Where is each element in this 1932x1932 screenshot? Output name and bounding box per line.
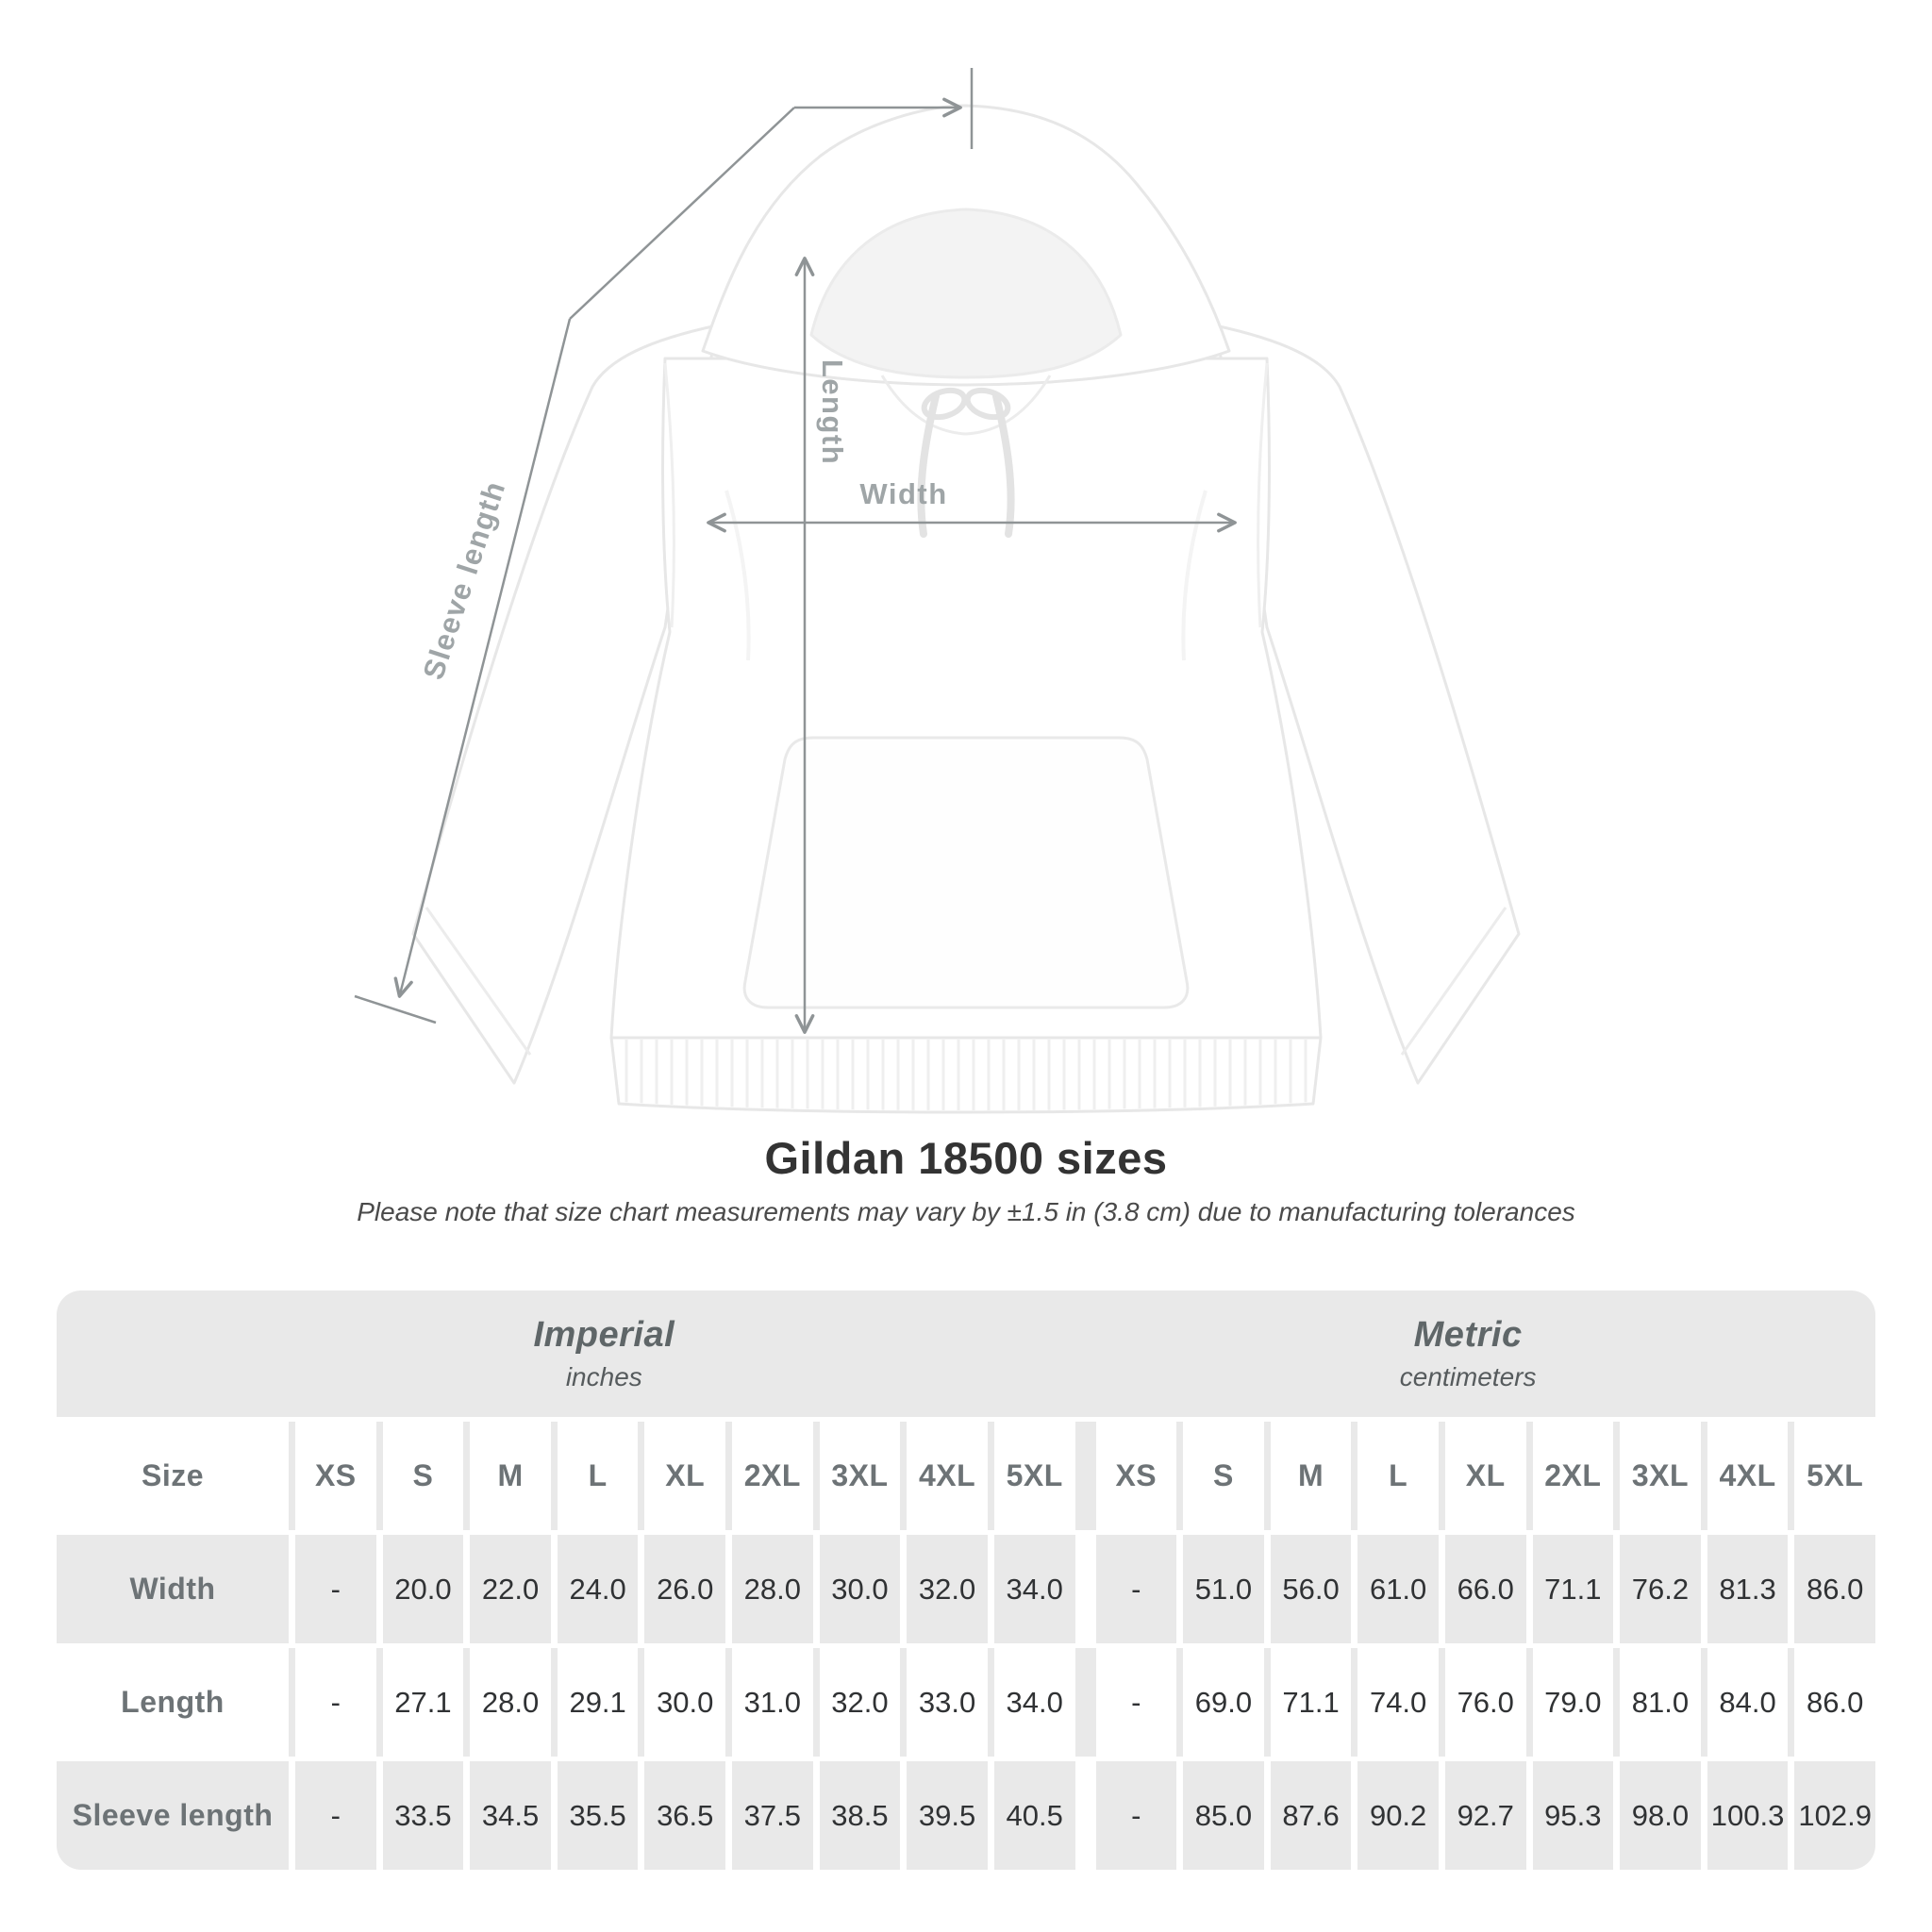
metric-value-cell — [1794, 1535, 1875, 1643]
metric-value-cell — [1445, 1535, 1526, 1643]
sleeve-bottom-tick — [355, 996, 436, 1023]
imperial-value-cell-text: 36.5 — [657, 1798, 714, 1832]
row-label-cell — [57, 1761, 289, 1870]
metric-value-cell-text: 81.0 — [1631, 1685, 1690, 1719]
metric-value-cell-text: 76.2 — [1631, 1572, 1690, 1606]
metric-size-header — [1707, 1422, 1789, 1530]
metric-value-cell-text: 100.3 — [1710, 1798, 1785, 1832]
imperial-size-header — [644, 1422, 725, 1530]
imperial-value-cell-text: - — [330, 1572, 341, 1606]
imperial-value-cell — [383, 1761, 464, 1870]
metric-value-cell — [1096, 1761, 1177, 1870]
imperial-value-cell — [907, 1761, 988, 1870]
imperial-value-cell — [295, 1535, 376, 1643]
page-title: Gildan 18500 sizes — [764, 1133, 1168, 1183]
imperial-value-cell — [732, 1761, 813, 1870]
imperial-value-cell — [295, 1648, 376, 1757]
metric-value-cell-text: 92.7 — [1457, 1798, 1514, 1832]
metric-value-cell-text: 85.0 — [1194, 1798, 1253, 1832]
metric-value-cell — [1794, 1648, 1875, 1757]
metric-value-cell-text: 84.0 — [1719, 1685, 1776, 1719]
hoodie-pocket — [744, 738, 1188, 1008]
metric-value-cell — [1271, 1648, 1352, 1757]
imperial-size-header — [558, 1422, 639, 1530]
length-label: Length — [816, 358, 849, 466]
imperial-size-header-text: L — [588, 1458, 608, 1492]
imperial-value-cell-text: 32.0 — [918, 1572, 976, 1606]
imperial-value-cell-text: 34.0 — [1006, 1685, 1063, 1719]
metric-size-header — [1096, 1422, 1177, 1530]
imperial-value-cell-text: 24.0 — [569, 1572, 626, 1606]
metric-section-header — [1400, 1291, 1537, 1417]
imperial-value-cell-text: 39.5 — [918, 1798, 976, 1832]
metric-value-cell — [1357, 1535, 1439, 1643]
imperial-value-cell — [907, 1535, 988, 1643]
row-label-cell — [57, 1535, 289, 1643]
imperial-value-cell — [558, 1761, 639, 1870]
metric-value-cell — [1445, 1648, 1526, 1757]
row-label-cell-text: Length — [121, 1685, 225, 1719]
table-row — [57, 1761, 1875, 1870]
imperial-value-cell-text: 37.5 — [743, 1798, 802, 1832]
table-row — [57, 1535, 1875, 1643]
imperial-value-cell-text: 34.5 — [481, 1798, 540, 1832]
unit-divider-spacer — [1082, 1422, 1090, 1530]
metric-value-cell-text: 61.0 — [1369, 1572, 1427, 1606]
imperial-value-cell — [644, 1648, 725, 1757]
size-column-header-text: Size — [141, 1458, 205, 1492]
imperial-value-cell — [820, 1648, 901, 1757]
metric-size-header — [1445, 1422, 1526, 1530]
metric-value-cell — [1445, 1761, 1526, 1870]
imperial-size-header — [907, 1422, 988, 1530]
metric-value-cell — [1533, 1648, 1614, 1757]
metric-value-cell — [1357, 1761, 1439, 1870]
imperial-value-cell-text: 40.5 — [1006, 1798, 1063, 1832]
imperial-size-header — [820, 1422, 901, 1530]
imperial-value-cell-text: - — [330, 1798, 341, 1832]
metric-value-cell — [1271, 1761, 1352, 1870]
metric-value-cell-text: - — [1131, 1685, 1141, 1719]
metric-size-header-text: M — [1297, 1458, 1324, 1492]
metric-value-cell — [1096, 1648, 1177, 1757]
sleeve-length-label: Sleeve length — [416, 476, 512, 684]
imperial-size-header-text: S — [412, 1458, 434, 1492]
imperial-value-cell — [295, 1761, 376, 1870]
imperial-value-cell-text: 30.0 — [831, 1572, 889, 1606]
size-chart-table — [57, 1291, 1875, 1870]
metric-value-cell-text: 95.3 — [1544, 1798, 1602, 1832]
metric-size-header-text: XS — [1115, 1458, 1158, 1492]
metric-value-cell — [1533, 1761, 1614, 1870]
metric-size-header — [1271, 1422, 1352, 1530]
imperial-value-cell-text: 34.0 — [1006, 1572, 1063, 1606]
imperial-value-cell-text: 35.5 — [569, 1798, 626, 1832]
metric-value-cell-text: 66.0 — [1457, 1572, 1514, 1606]
metric-unit-label: centimeters — [1399, 1362, 1537, 1391]
metric-value-cell-text: 69.0 — [1194, 1685, 1253, 1719]
metric-value-cell — [1620, 1535, 1701, 1643]
imperial-value-cell-text: 28.0 — [481, 1685, 540, 1719]
unit-header-band — [57, 1291, 1875, 1417]
metric-value-cell-text: 74.0 — [1369, 1685, 1427, 1719]
imperial-size-header — [732, 1422, 813, 1530]
row-label-cell-text: Width — [129, 1572, 216, 1606]
metric-value-cell-text: 98.0 — [1631, 1798, 1690, 1832]
metric-size-header — [1794, 1422, 1875, 1530]
imperial-unit-label: inches — [565, 1362, 642, 1391]
metric-value-cell-text: 86.0 — [1807, 1572, 1864, 1606]
metric-size-header-text: 2XL — [1544, 1458, 1602, 1492]
imperial-value-cell — [470, 1648, 551, 1757]
imperial-value-cell-text: 28.0 — [743, 1572, 802, 1606]
imperial-size-header — [994, 1422, 1075, 1530]
imperial-value-cell — [994, 1761, 1075, 1870]
imperial-value-cell — [732, 1648, 813, 1757]
metric-value-cell — [1707, 1535, 1789, 1643]
imperial-size-header — [295, 1422, 376, 1530]
metric-value-cell-text: 71.1 — [1282, 1685, 1340, 1719]
imperial-value-cell-text: - — [330, 1685, 341, 1719]
imperial-size-header-text: 2XL — [743, 1458, 801, 1492]
imperial-value-cell — [644, 1761, 725, 1870]
metric-value-cell — [1183, 1761, 1264, 1870]
imperial-value-cell-text: 38.5 — [831, 1798, 889, 1832]
metric-value-cell — [1794, 1761, 1875, 1870]
imperial-value-cell-text: 26.0 — [657, 1572, 714, 1606]
metric-value-cell — [1357, 1648, 1439, 1757]
metric-size-header-text: 5XL — [1807, 1458, 1864, 1492]
metric-value-cell-text: 86.0 — [1807, 1685, 1864, 1719]
imperial-value-cell — [558, 1535, 639, 1643]
size-column-header — [57, 1422, 289, 1530]
imperial-value-cell — [907, 1648, 988, 1757]
imperial-value-cell — [994, 1535, 1075, 1643]
imperial-value-cell-text: 31.0 — [743, 1685, 802, 1719]
imperial-value-cell-text: 27.1 — [394, 1685, 452, 1719]
hoodie-illustration — [413, 106, 1519, 1112]
imperial-value-cell — [732, 1535, 813, 1643]
unit-divider-spacer — [1082, 1648, 1090, 1757]
unit-divider-spacer — [1082, 1535, 1090, 1643]
table-row — [57, 1648, 1875, 1757]
imperial-value-cell — [470, 1761, 551, 1870]
imperial-value-cell-text: 20.0 — [394, 1572, 452, 1606]
imperial-size-header-text: 5XL — [1006, 1458, 1063, 1492]
metric-value-cell — [1620, 1648, 1701, 1757]
imperial-value-cell — [383, 1535, 464, 1643]
imperial-section-header — [533, 1291, 675, 1417]
imperial-label: Imperial — [533, 1315, 675, 1355]
metric-value-cell — [1620, 1761, 1701, 1870]
metric-size-header — [1357, 1422, 1439, 1530]
row-label-cell — [57, 1648, 289, 1757]
imperial-value-cell — [470, 1535, 551, 1643]
imperial-value-cell — [383, 1648, 464, 1757]
metric-label: Metric — [1413, 1315, 1523, 1355]
metric-value-cell-text: 90.2 — [1369, 1798, 1427, 1832]
size-header-row — [57, 1422, 1875, 1530]
imperial-value-cell — [820, 1761, 901, 1870]
title-block — [0, 1132, 1932, 1227]
metric-size-header-text: 4XL — [1719, 1458, 1776, 1492]
imperial-size-header-text: M — [497, 1458, 524, 1492]
metric-value-cell — [1271, 1535, 1352, 1643]
imperial-value-cell-text: 33.5 — [394, 1798, 452, 1832]
imperial-value-cell — [994, 1648, 1075, 1757]
imperial-value-cell-text: 22.0 — [481, 1572, 540, 1606]
imperial-size-header — [383, 1422, 464, 1530]
tolerance-note: Please note that size chart measurements may vary by ±1.5 in (3.8 cm) due to manufacturing tolerances — [357, 1197, 1575, 1226]
imperial-size-header-text: XL — [665, 1458, 706, 1492]
imperial-size-header-text: XS — [314, 1458, 357, 1492]
metric-value-cell — [1533, 1535, 1614, 1643]
metric-value-cell — [1096, 1535, 1177, 1643]
metric-value-cell-text: 87.6 — [1282, 1798, 1340, 1832]
imperial-value-cell-text: 33.0 — [918, 1685, 976, 1719]
imperial-size-header — [470, 1422, 551, 1530]
imperial-value-cell-text: 30.0 — [657, 1685, 714, 1719]
metric-value-cell-text: 71.1 — [1544, 1572, 1602, 1606]
row-label-cell-text: Sleeve length — [72, 1798, 274, 1832]
imperial-size-header-text: 3XL — [831, 1458, 889, 1492]
metric-size-header — [1620, 1422, 1701, 1530]
imperial-value-cell-text: 32.0 — [831, 1685, 889, 1719]
metric-value-cell-text: 76.0 — [1457, 1685, 1514, 1719]
metric-size-header — [1183, 1422, 1264, 1530]
imperial-value-cell-text: 29.1 — [569, 1685, 626, 1719]
table-body — [57, 1535, 1875, 1870]
unit-divider-spacer — [1082, 1761, 1090, 1870]
metric-value-cell-text: 81.3 — [1719, 1572, 1776, 1606]
metric-value-cell — [1707, 1648, 1789, 1757]
imperial-value-cell — [644, 1535, 725, 1643]
imperial-size-header-text: 4XL — [918, 1458, 976, 1492]
metric-size-header-text: S — [1212, 1458, 1234, 1492]
metric-size-header-text: 3XL — [1631, 1458, 1690, 1492]
metric-value-cell — [1707, 1761, 1789, 1870]
metric-size-header-text: XL — [1465, 1458, 1506, 1492]
metric-value-cell-text: 79.0 — [1544, 1685, 1602, 1719]
metric-value-cell-text: 56.0 — [1282, 1572, 1340, 1606]
imperial-value-cell — [820, 1535, 901, 1643]
imperial-value-cell — [558, 1648, 639, 1757]
metric-value-cell — [1183, 1648, 1264, 1757]
width-label: Width — [859, 477, 948, 510]
metric-value-cell-text: - — [1131, 1572, 1141, 1606]
metric-value-cell-text: 102.9 — [1798, 1798, 1872, 1832]
metric-value-cell — [1183, 1535, 1264, 1643]
metric-size-header — [1533, 1422, 1614, 1530]
metric-value-cell-text: 51.0 — [1194, 1572, 1253, 1606]
metric-value-cell-text: - — [1131, 1798, 1141, 1832]
metric-size-header-text: L — [1389, 1458, 1408, 1492]
